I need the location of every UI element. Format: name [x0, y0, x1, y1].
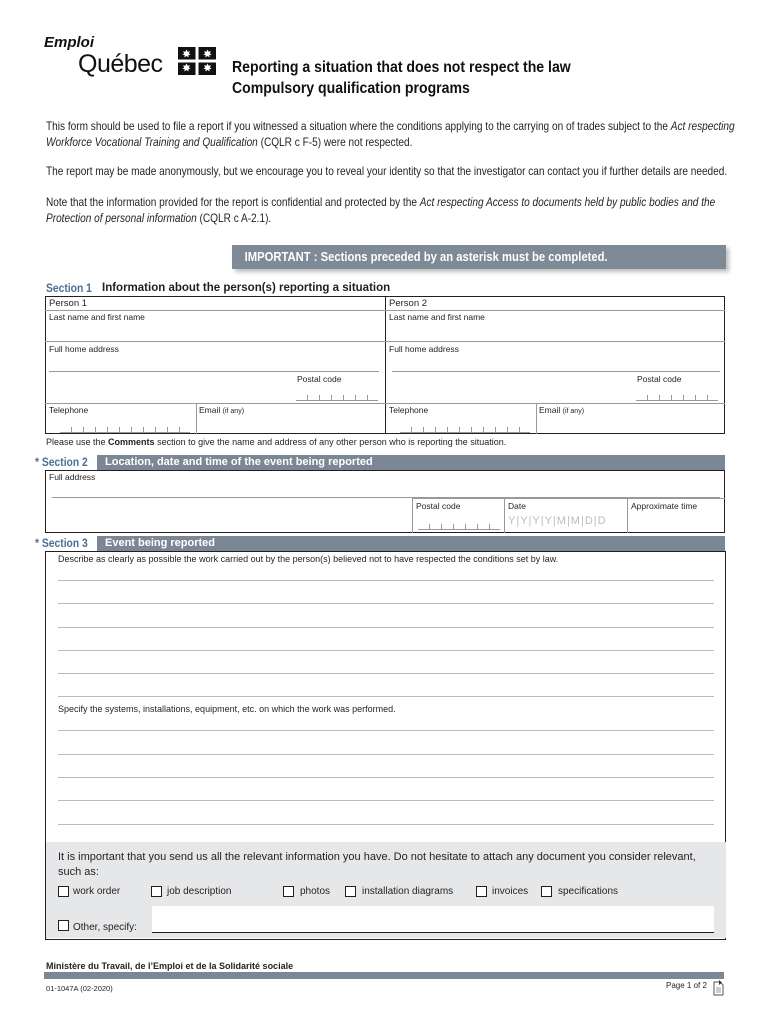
photos-checkbox[interactable] — [283, 886, 294, 897]
person-2-label: Person 2 — [389, 298, 428, 309]
other-specify-field[interactable] — [152, 906, 714, 933]
person-2-telephone-field[interactable] — [400, 422, 530, 433]
section-2-row-rule — [412, 498, 725, 499]
section-2-label: * Section 2 — [35, 455, 88, 469]
person-2-name-label: Last name and first name — [389, 312, 485, 322]
person-1-name-label: Last name and first name — [49, 312, 145, 322]
work-order-label: work order — [73, 886, 121, 897]
other-label: Other, specify: — [73, 922, 137, 933]
describe-line-1 — [58, 580, 714, 581]
postal-divider — [412, 498, 413, 533]
describe-line-3 — [58, 627, 714, 628]
section-2-bar — [97, 455, 725, 470]
work-order-checkbox[interactable] — [58, 886, 69, 897]
section-1-title: Information about the person(s) reporting a situation — [102, 282, 391, 294]
person-2-address-field[interactable] — [392, 371, 720, 372]
person-1-address-field[interactable] — [49, 371, 379, 372]
installation-diagrams-checkbox[interactable] — [345, 886, 356, 897]
ministry-name: Ministère du Travail, de l’Emploi et de la Solidarité sociale — [46, 961, 294, 971]
describe-line-5 — [58, 673, 714, 674]
job-description-checkbox[interactable] — [151, 886, 162, 897]
describe-line-4 — [58, 650, 714, 651]
other-checkbox[interactable] — [58, 920, 69, 931]
person-1-tel-divider — [196, 403, 197, 434]
name-row-rule — [45, 341, 725, 342]
person-1-email-label: Email (if any) — [199, 405, 245, 415]
form-code: 01-1047A (02-2020) — [46, 984, 113, 993]
full-address-label: Full address — [49, 472, 96, 482]
specify-instruction: Specify the systems, installations, equipment, etc. on which the work was performed. — [58, 704, 396, 714]
person-header-rule — [45, 310, 725, 311]
address-row-rule — [45, 403, 725, 404]
attachments-instruction: It is important that you send us all the relevant information you have. Do not hesitate to attach any document you consider relevant, such as: — [58, 851, 696, 878]
photos-label: photos — [300, 886, 331, 897]
page-number: Page 1 of 2 — [666, 981, 707, 990]
person-1-telephone-label: Telephone — [49, 405, 89, 415]
section-3-bar — [97, 536, 725, 551]
quebec-flag-icon — [178, 47, 216, 75]
important-banner: IMPORTANT : Sections preceded by an asterisk must be completed. — [232, 245, 726, 269]
person-1-address-label: Full home address — [49, 344, 119, 354]
section-3-title: Event being reported — [105, 537, 216, 549]
logo-emploi: Emploi — [44, 34, 95, 51]
specify-line-2 — [58, 754, 714, 755]
footer-bar — [44, 972, 724, 979]
specify-line-3 — [58, 777, 714, 778]
specify-line-4 — [58, 800, 714, 801]
next-page-icon[interactable] — [712, 980, 724, 996]
event-postal-field[interactable] — [418, 519, 500, 530]
job-description-label: job description — [167, 886, 232, 897]
date-label: Date — [508, 501, 526, 511]
time-divider — [627, 498, 628, 533]
specify-line-5 — [58, 824, 714, 825]
specify-field[interactable] — [58, 716, 714, 826]
person-1-label: Person 1 — [49, 298, 88, 309]
describe-line-6 — [58, 696, 714, 697]
section-1-note: Please use the Comments section to give the name and address of any other person who is reporting the situation. — [46, 437, 507, 447]
event-postal-label: Postal code — [416, 501, 461, 511]
person-2-name-field[interactable] — [389, 322, 719, 339]
logo-quebec: Québec — [78, 50, 163, 78]
person-1-postal-field[interactable] — [296, 390, 378, 401]
person-2-telephone-label: Telephone — [389, 405, 429, 415]
describe-line-2 — [58, 603, 714, 604]
section-3-label: * Section 3 — [35, 536, 88, 550]
invoices-checkbox[interactable] — [476, 886, 487, 897]
invoices-label: invoices — [492, 886, 529, 897]
describe-field[interactable] — [58, 566, 714, 696]
intro-paragraph-1: This form should be used to file a report if you witnessed a situation where the conditions applying to the carrying on of trades subject to the Act respecting Workforce Vocational Training and Qualification (CQLR c F-5) were not respected. — [46, 119, 735, 149]
specifications-label: specifications — [558, 886, 619, 897]
form-title: Reporting a situation that does not respect the law Compulsory qualification programs — [232, 59, 571, 97]
person-2-email-label: Email (if any) — [539, 405, 585, 415]
person-2-tel-divider — [536, 403, 537, 434]
section-1-divider — [385, 296, 386, 434]
date-divider — [504, 498, 505, 533]
section-1-label: Section 1 — [46, 281, 92, 295]
specify-line-1 — [58, 730, 714, 731]
approx-time-label: Approximate time — [631, 501, 698, 511]
describe-instruction: Describe as clearly as possible the work carried out by the person(s) believed not to have respected the conditions set by law. — [58, 554, 559, 564]
person-2-postal-field[interactable] — [636, 390, 718, 401]
person-1-name-field[interactable] — [49, 322, 379, 339]
specifications-checkbox[interactable] — [541, 886, 552, 897]
section-2-title: Location, date and time of the event being reported — [105, 456, 373, 468]
person-2-address-label: Full home address — [389, 344, 459, 354]
person-2-postal-label: Postal code — [637, 374, 682, 384]
intro-paragraph-3: Note that the information provided for the report is confidential and protected by the Act respecting Access to documents held by public bodies and the Protection of personal information (CQLR c A-2.1). — [46, 195, 716, 225]
date-field[interactable]: Y|Y|Y|Y|M|M|D|D — [508, 515, 607, 527]
section-2-frame — [45, 470, 725, 533]
approx-time-field[interactable] — [631, 512, 721, 530]
intro-paragraph-2: The report may be made anonymously, but we encourage you to reveal your identity so that the investigator can contact you if further details are needed. — [46, 164, 728, 178]
person-2-email-field[interactable] — [539, 416, 719, 432]
person-1-telephone-field[interactable] — [60, 422, 190, 433]
installation-diagrams-label: installation diagrams — [362, 886, 454, 897]
person-1-postal-label: Postal code — [297, 374, 342, 384]
person-1-email-field[interactable] — [199, 416, 379, 432]
